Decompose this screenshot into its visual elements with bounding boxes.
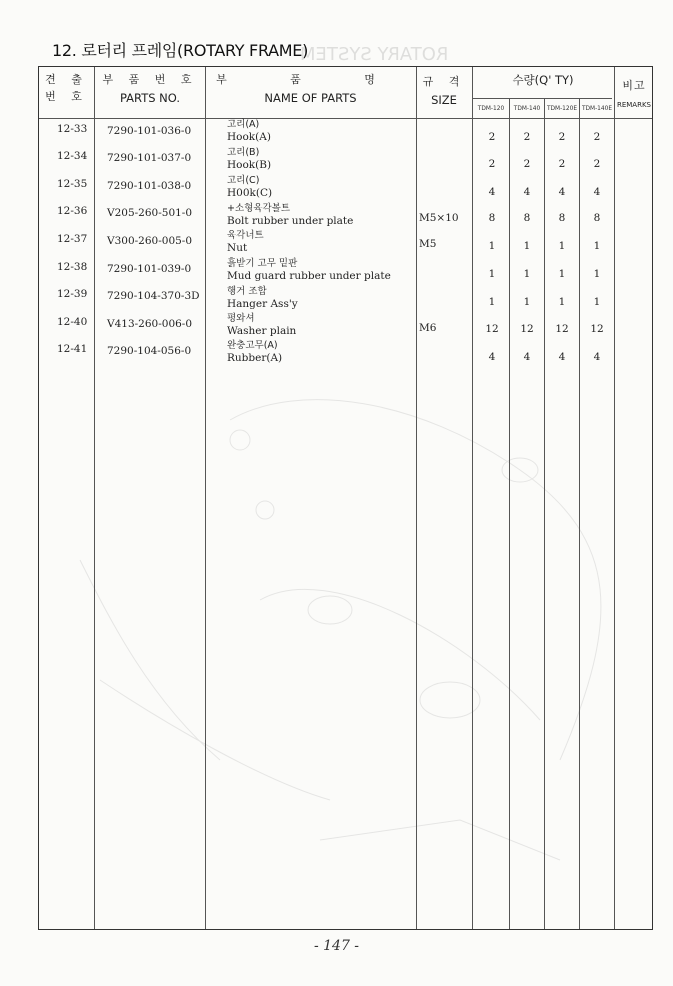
header-model-4: TDM-140E [581,104,613,112]
row-size: M5×10 [419,212,459,224]
row-name-ko: 행거 조합 [227,286,267,297]
row-qty: 8 [558,212,566,224]
column-divider [416,67,417,929]
row-no: 12-37 [57,233,88,245]
row-no: 12-36 [57,205,88,217]
row-qty: 1 [488,268,496,280]
header-no-ko-line2: 번 호 [45,90,88,104]
row-name-ko: 평와셔 [227,313,255,324]
row-name-en: Rubber(A) [227,352,283,364]
row-qty: 4 [558,351,566,363]
header-parts-no-ko: 부 품 번 호 [102,73,198,86]
row-qty: 1 [593,240,601,252]
row-qty: 2 [523,158,531,170]
row-name-ko: 고리(C) [227,175,260,186]
row-name [227,257,391,283]
column-divider [472,67,473,929]
row-name-en: Hanger Ass'y [227,298,298,310]
row-qty: 8 [523,212,531,224]
header-size-en: SIZE [431,93,457,107]
row-no: 12-40 [57,316,88,328]
row-qty: 1 [523,268,531,280]
row-no: 12-38 [57,261,88,273]
row-name [227,118,271,144]
header-remarks-en: REMARKS [616,101,651,109]
row-qty: 1 [558,240,566,252]
row-qty: 1 [488,240,496,252]
column-divider [614,67,615,929]
row-qty: 1 [523,296,531,308]
header-model-2: TDM-140 [513,104,541,112]
row-name [227,202,353,228]
row-name-en: Hook(B) [227,159,272,171]
row-name-ko: 완충고무(A) [227,340,278,351]
row-qty: 4 [593,351,601,363]
header-no-ko-line1: 견 출 [45,73,88,86]
row-name-en: H00k(C) [227,187,273,199]
row-qty: 2 [488,131,496,143]
row-qty: 2 [593,158,601,170]
row-no: 12-33 [57,123,88,135]
header-remarks-ko: 비고 [622,79,646,92]
parts-table [38,66,653,930]
row-name-en: Nut [227,242,248,254]
row-qty: 12 [520,323,534,335]
row-part-number: V413-260-006-0 [107,318,193,330]
row-qty: 8 [593,212,601,224]
row-name-en: Hook(A) [227,131,271,143]
row-name-ko: 고리(A) [227,119,260,130]
header-name-en: NAME OF PARTS [264,91,357,105]
row-qty: 1 [593,268,601,280]
row-name [227,312,296,338]
row-qty: 4 [488,351,496,363]
row-qty: 4 [523,186,531,198]
row-name [227,285,298,311]
row-size: M6 [419,322,437,334]
row-qty: 4 [593,186,601,198]
page-title: 12. 로터리 프레임(ROTARY FRAME) [52,41,309,60]
row-name-ko: 고리(B) [227,147,260,158]
row-qty: 4 [488,186,496,198]
row-part-number: V300-260-005-0 [107,235,193,247]
row-name-en: Bolt rubber under plate [227,215,354,227]
column-divider [94,67,95,929]
row-qty: 12 [555,323,569,335]
row-name [227,339,282,365]
row-part-number: 7290-104-370-3D [107,290,200,302]
row-size: M5 [419,238,437,250]
row-no: 12-41 [57,343,88,355]
row-name-en: Mud guard rubber under plate [227,270,391,282]
row-qty: 4 [558,186,566,198]
row-part-number: V205-260-501-0 [107,207,193,219]
header-model-3: TDM-120E [546,104,578,112]
column-divider [205,67,206,929]
row-part-number: 7290-101-037-0 [107,152,192,164]
show-through-text: ROTARY SYSTEM [300,44,449,65]
row-part-number: 7290-104-056-0 [107,345,192,357]
header-size-ko: 규 격 [422,75,466,88]
row-no: 12-34 [57,150,88,162]
row-qty: 2 [558,131,566,143]
header-model-1: TDM-120 [477,104,505,112]
row-qty: 2 [593,131,601,143]
header-parts-no-en: PARTS NO. [119,91,181,105]
row-qty: 2 [488,158,496,170]
header-bottom-line [39,118,652,119]
row-part-number: 7290-101-036-0 [107,125,192,137]
row-name-ko: +소형육각볼트 [227,203,291,214]
row-name-ko: 육각너트 [227,230,264,241]
row-qty: 12 [590,323,604,335]
row-name-en: Washer plain [227,325,297,337]
header-qty: 수량(Q' TY) [512,73,574,87]
row-no: 12-35 [57,178,88,190]
row-qty: 1 [488,296,496,308]
header-name-ko: 부 품 명 [216,73,405,86]
row-no: 12-39 [57,288,88,300]
row-qty: 1 [523,240,531,252]
row-name [227,174,272,200]
row-part-number: 7290-101-039-0 [107,263,192,275]
row-name [227,146,271,172]
row-qty: 1 [558,268,566,280]
row-name [227,229,264,255]
row-qty: 2 [523,131,531,143]
row-qty: 1 [558,296,566,308]
row-qty: 12 [485,323,499,335]
page-number: - 147 - [313,938,360,954]
row-qty: 2 [558,158,566,170]
row-qty: 4 [523,351,531,363]
row-qty: 8 [488,212,496,224]
row-qty: 1 [593,296,601,308]
row-name-ko: 흙받기 고무 밑판 [227,258,298,269]
header-no-ko [39,73,94,103]
row-part-number: 7290-101-038-0 [107,180,192,192]
